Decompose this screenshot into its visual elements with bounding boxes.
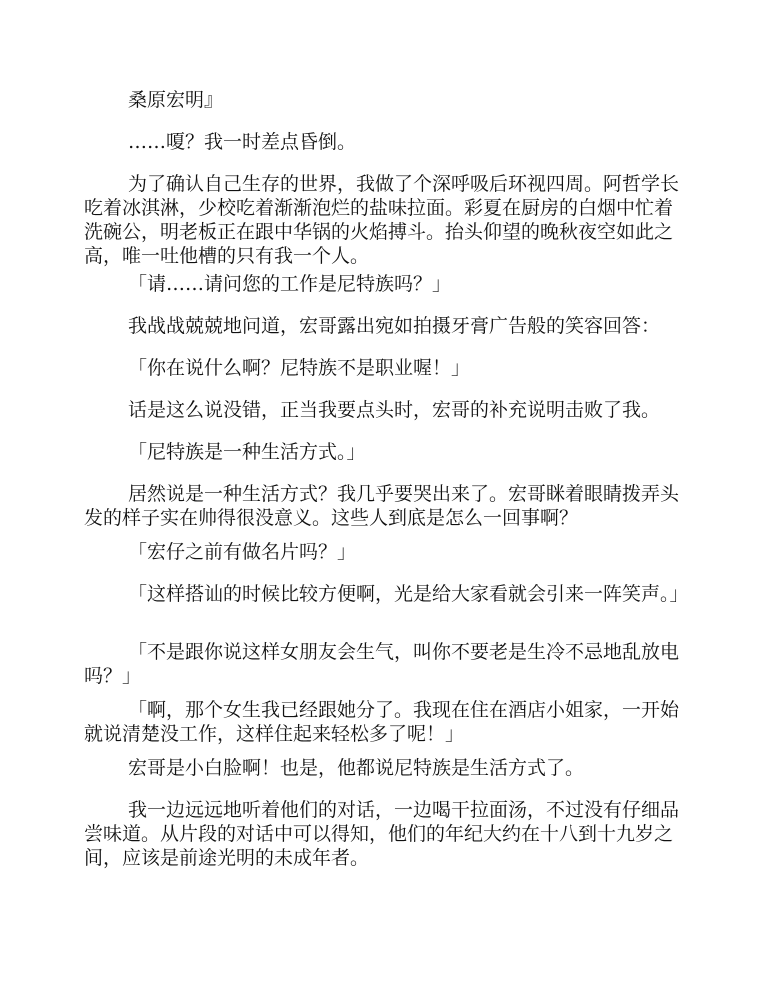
paragraph-1: 桑原宏明』 — [128, 89, 224, 111]
paragraph-14: 宏哥是小白脸啊！也是，他都说尼特族是生活方式了。 — [128, 757, 585, 779]
paragraph-7: 话是这么说没错，正当我要点头时，宏哥的补充说明击败了我。 — [128, 399, 661, 421]
paragraph-9: 居然说是一种生活方式？我几乎要哭出来了。宏哥眯着眼睛拨弄头发的样子实在帅得很没意义。这些人到底是怎么一回事啊？ — [84, 483, 680, 529]
paragraph-2: ……嗄？我一时差点昏倒。 — [128, 131, 357, 153]
paragraph-3: 为了确认自己生存的世界，我做了个深呼吸后环视四周。阿哲学长吃着冰淇淋，少校吃着渐渐泡烂的盐味拉面。彩夏在厨房的白烟中忙着洗碗公，明老板正在跟中华锅的火焰搏斗。抬头仰望的晚秋夜空如此之高，唯一吐他槽的只有我一个人。 — [84, 173, 680, 267]
paragraph-8: 「尼特族是一种生活方式。」 — [128, 441, 366, 463]
paragraph-5: 我战战兢兢地问道，宏哥露出宛如拍摄牙膏广告般的笑容回答： — [128, 315, 661, 337]
paragraph-10: 「宏仔之前有做名片吗？」 — [128, 541, 357, 563]
paragraph-15: 我一边远远地听着他们的对话，一边喝干拉面汤，不过没有仔细品尝味道。从片段的对话中可以得知，他们的年纪大约在十八到十九岁之间，应该是前途光明的未成年者。 — [84, 799, 680, 869]
paragraph-4: 「请……请问您的工作是尼特族吗？」 — [128, 273, 452, 295]
paragraph-13: 「啊，那个女生我已经跟她分了。我现在住在酒店小姐家，一开始就说清楚没工作，这样住起来轻松多了呢！」 — [84, 699, 680, 745]
paragraph-12: 「不是跟你说这样女朋友会生气，叫你不要老是生冷不忌地乱放电吗？」 — [84, 641, 680, 687]
paragraph-11: 「这样搭讪的时候比较方便啊，光是给大家看就会引来一阵笑声。」 — [128, 583, 689, 605]
paragraph-6: 「你在说什么啊？尼特族不是职业喔！」 — [128, 357, 471, 379]
